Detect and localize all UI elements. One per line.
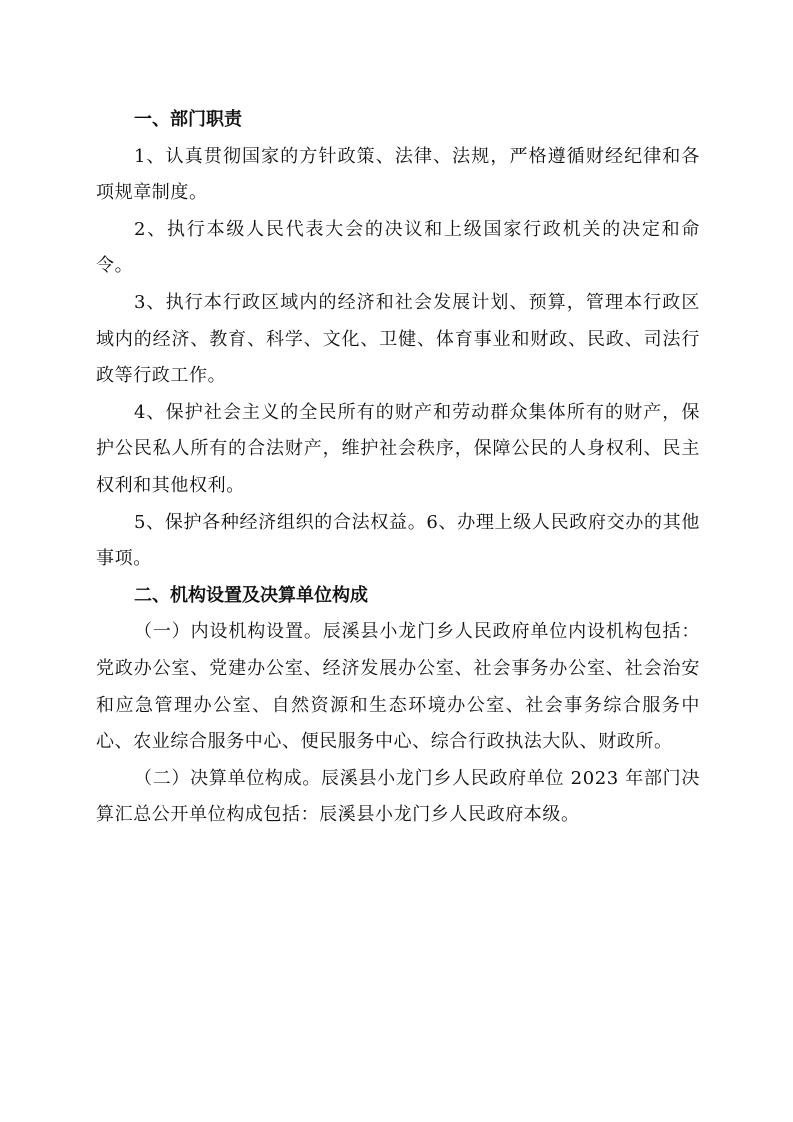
document-body: [96, 102, 700, 834]
duty-item-4: 4、保护社会主义的全民所有的财产和劳动群众集体所有的财产，保护公民私人所有的合法财产，维护社会秩序，保障公民的人身权利、民主权利和其他权利。: [96, 401, 700, 496]
duty-item-3: 3、执行本行政区域内的经济和社会发展计划、预算，管理本行政区域内的经济、教育、科学、文化、卫健、体育事业和财政、民政、司法行政等行政工作。: [96, 291, 700, 387]
section-heading-organization: 二、机构设置及决算单位构成: [134, 584, 368, 606]
internal-structure-paragraph: （一）内设机构设置。辰溪县小龙门乡人民政府单位内设机构包括：党政办公室、党建办公室、经济发展办公室、社会事务办公室、社会治安和应急管理办公室、自然资源和生态环境办公室、社会事务综合服务中心、农业综合服务中心、便民服务中心、综合行政执法大队、财政所。: [96, 621, 700, 753]
duty-item-2: 2、执行本级人民代表大会的决议和上级国家行政机关的决定和命令。: [96, 218, 700, 277]
budget-unit-paragraph: （二）决算单位构成。辰溪县小龙门乡人民政府单位 2023 年部门决算汇总公开单位构成包括：辰溪县小龙门乡人民政府本级。: [96, 767, 700, 826]
duty-item-5-6: 5、保护各种经济组织的合法权益。6、办理上级人民政府交办的其他事项。: [96, 511, 700, 570]
section-heading-duties: 一、部门职责: [134, 109, 242, 130]
duty-item-1: 1、认真贯彻国家的方针政策、法律、法规，严格遵循财经纪律和各项规章制度。: [96, 145, 700, 204]
